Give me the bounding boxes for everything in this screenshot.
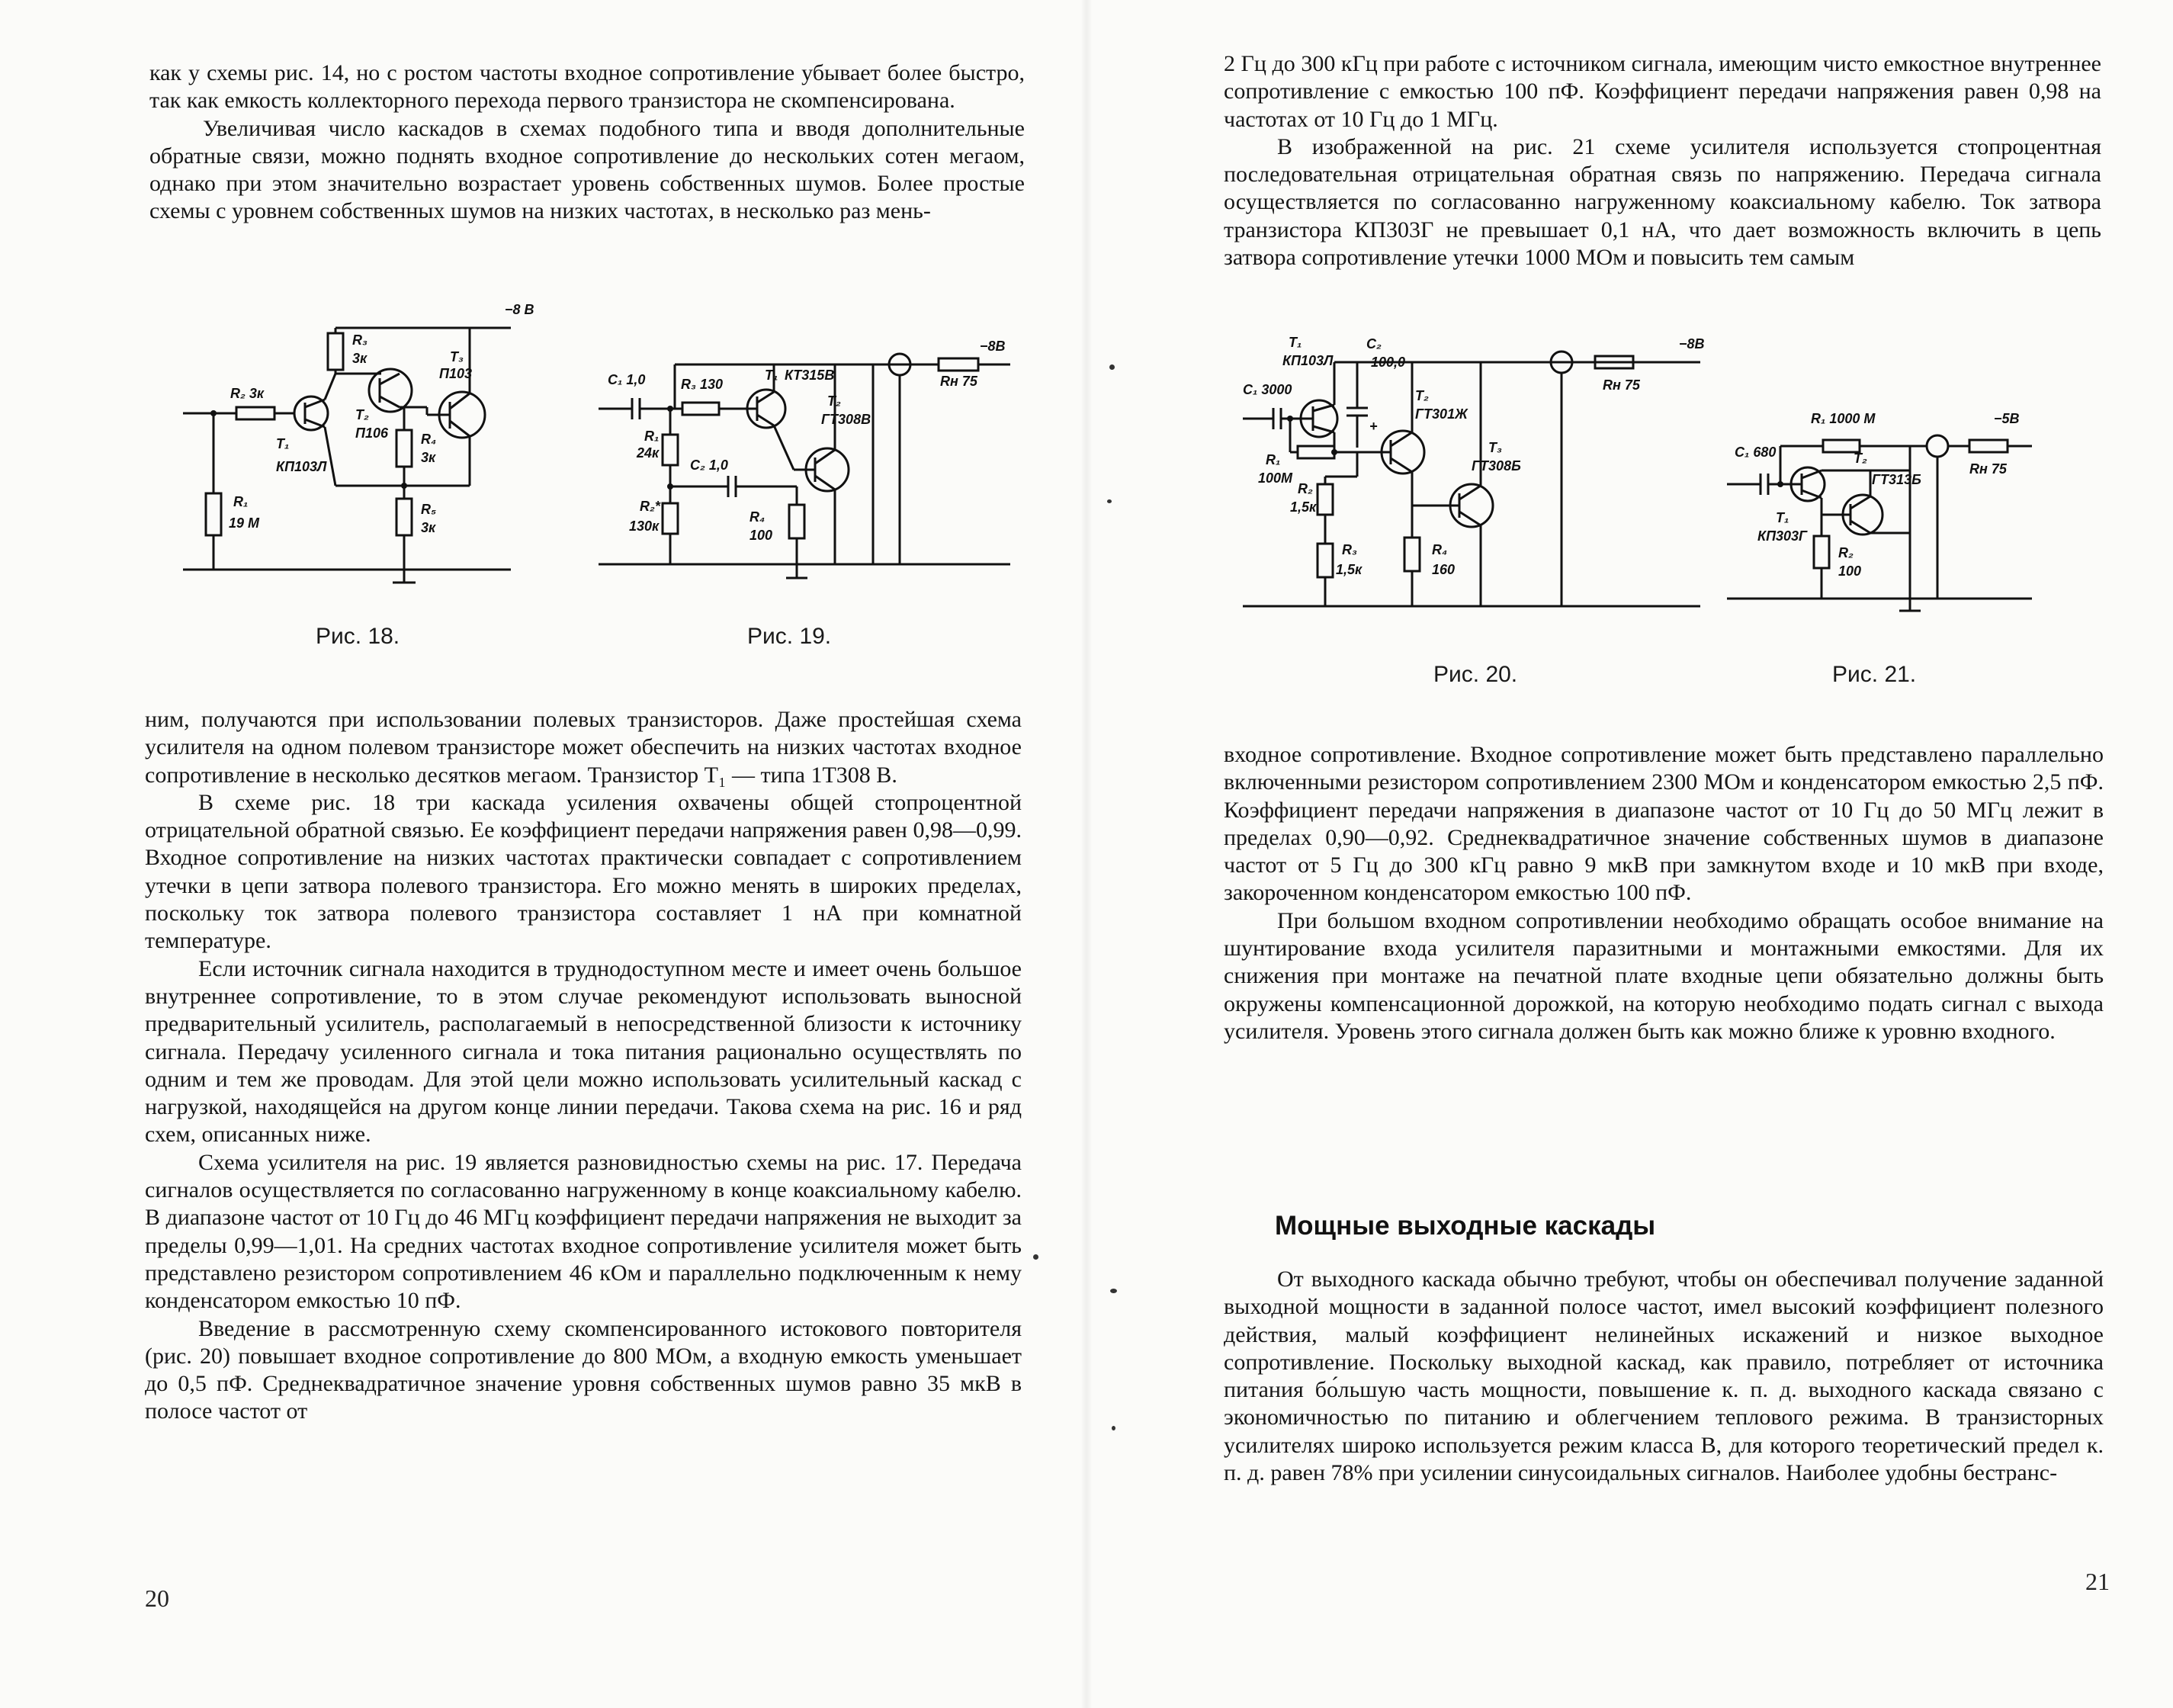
circuit-label: КП103Л bbox=[1282, 353, 1334, 368]
circuit-label: ГТ308Б bbox=[1472, 458, 1521, 474]
circuit-label: R₃ bbox=[352, 332, 368, 348]
figure-18-circuit bbox=[175, 299, 541, 589]
figure-19-circuit bbox=[599, 336, 1026, 587]
right-page bbox=[1086, 0, 2173, 1708]
fig21-schematic bbox=[1727, 408, 2047, 621]
left-page bbox=[0, 0, 1086, 1708]
circuit-label: R₂ bbox=[1838, 545, 1854, 560]
fig18-schematic bbox=[175, 299, 541, 589]
circuit-label: П106 bbox=[355, 425, 388, 441]
paragraph: От выходного каскада обычно требуют, чтобы он обеспечивал получение заданной выходной мощности в заданной полосе частот, имел высокий коэффициент полезного действия, малый коэффициент нелинейных искажений и низкое выходное сопротивление. Поскольку выходной каскад, как правило, потребляет от источника питания бо́льшую часть мощности, повышение к. п. д. выходного каскада связано с экономичностью по питанию и облегчением теплового режима. В транзисторных усилителях широко используется режим класса В, для которого теоретический предел к. п. д. равен 78% при усилении синусоидальных сигналов. Наиболее удобны бестранс- bbox=[1224, 1267, 2104, 1486]
section-heading: Мощные выходные каскады bbox=[1275, 1211, 1656, 1241]
page-number-right: 21 bbox=[2085, 1568, 2110, 1595]
right-middle-text bbox=[1224, 741, 2104, 1045]
circuit-label: 100,0 bbox=[1371, 355, 1406, 370]
circuit-label: R₂* bbox=[640, 499, 660, 514]
circuit-label: Rн 75 bbox=[940, 374, 977, 389]
circuit-label: −8 В bbox=[505, 302, 534, 317]
circuit-label: 130к bbox=[629, 518, 660, 534]
svg-text:+: + bbox=[1369, 419, 1378, 434]
left-bottom-text bbox=[145, 706, 1022, 1426]
paragraph: В схеме рис. 18 три каскада усиления охвачены общей стопроцентной отрицательной обратной связью. Ее коэффициент передачи напряжения равен 0,98—0,99. Входное сопротивление на низких частотах практически совпадает с сопротивлением утечки в цепи затвора полевого транзистора. Его можно менять в широких пределах, поскольку ток затвора полевого транзистора составляет 1 нА при комнатной температуре. bbox=[145, 789, 1022, 954]
right-top-text bbox=[1224, 50, 2101, 271]
circuit-label: 19 М bbox=[229, 515, 260, 531]
circuit-label: R₂ bbox=[1298, 481, 1313, 496]
circuit-label: 100 bbox=[749, 528, 773, 543]
circuit-label: R₄ bbox=[421, 432, 437, 447]
circuit-label: ГТ308В bbox=[821, 412, 871, 427]
circuit-label: R₂ 3к bbox=[230, 386, 264, 401]
circuit-label: 3к bbox=[421, 520, 436, 535]
circuit-label: C₂ 1,0 bbox=[690, 458, 728, 473]
circuit-label: 100М bbox=[1258, 470, 1293, 486]
circuit-label: R₁ bbox=[1266, 452, 1281, 467]
circuit-label: 1,5к bbox=[1336, 562, 1363, 577]
fig19-schematic bbox=[599, 336, 1026, 587]
circuit-label: T₁ bbox=[765, 368, 778, 383]
circuit-label: R₄ bbox=[1432, 542, 1448, 557]
circuit-label: −5В bbox=[1994, 411, 2020, 426]
page-number-left: 20 bbox=[145, 1584, 169, 1612]
circuit-label: 100 bbox=[1838, 563, 1862, 579]
paragraph: В изображенной на рис. 21 схеме усилителя используется стопроцентная последовательная отрицательная обратная связь по напряжению. Передача сигнала осуществляется по согласованно нагруженному коаксиальному кабелю. Ток затвора транзистора КП303Г не превышает 0,1 нА, что дает возможность включить в цепь затвора сопротивление утечки 1000 МОм и повысить тем самым bbox=[1224, 133, 2101, 271]
circuit-label: T₂ bbox=[355, 407, 369, 422]
circuit-label: R₁ bbox=[233, 494, 249, 509]
circuit-label: КТ315В bbox=[785, 368, 835, 383]
figure-21-caption: Рис. 21. bbox=[1832, 662, 1917, 687]
paragraph: Увеличивая число каскадов в схемах подобного типа и вводя дополнительные обратные связи, можно поднять входное сопротивление до нескольких сотен мегаом, однако при этом значительно возрастает уровень собственных шумов. Более простые схемы с уровнем собственных шумов на низких частотах, в несколько раз мень- bbox=[149, 115, 1025, 224]
figure-20-caption: Рис. 20. bbox=[1433, 662, 1518, 687]
circuit-label: T₂ bbox=[827, 393, 841, 409]
figure-18-caption: Рис. 18. bbox=[316, 624, 400, 649]
circuit-label: R₃ 130 bbox=[681, 377, 724, 392]
circuit-label: −8В bbox=[1679, 336, 1705, 352]
paragraph: При большом входном сопротивлении необходимо обращать особое внимание на шунтирование входа усилителя паразитными и монтажными емкостями. Для их снижения при монтаже на печатной плате входные цепи обязательно должны быть окружены компенсационной дорожкой, на которую необходимо подать сигнал с выхода усилителя. Уровень этого сигнала должен быть как можно ближе к уровню входного. bbox=[1224, 907, 2104, 1044]
circuit-label: КП303Г bbox=[1757, 528, 1808, 544]
paragraph: как у схемы рис. 14, но с ростом частоты входное сопротивление убывает более быстро, так как емкость коллекторного перехода первого транзистора не скомпенсирована. bbox=[149, 60, 1025, 114]
circuit-label: 3к bbox=[352, 351, 368, 366]
circuit-label: R₁ 1000 М bbox=[1811, 411, 1876, 426]
figure-21-circuit bbox=[1727, 408, 2047, 621]
circuit-label: T₃ bbox=[1488, 440, 1502, 455]
circuit-label: 3к bbox=[421, 450, 436, 465]
circuit-label: T₁ bbox=[1776, 510, 1789, 525]
circuit-label: R₅ bbox=[421, 502, 437, 517]
left-top-text bbox=[149, 59, 1025, 226]
circuit-label: КП103Л bbox=[276, 459, 327, 474]
paragraph: Если источник сигнала находится в труднодоступном месте и имеет очень большое внутреннее сопротивление, то в этом случае рекомендуют использовать выносной предварительный усилитель, располагаемый в непосредственной близости к источнику сигнала. Передачу усиленного сигнала и тока питания рационально осуществлять по одним и тем же проводам. Для этой цели можно использовать усилительный каскад с нагрузкой, находящейся на другом конце линии передачи. Такова схема на рис. 16 и ряд схем, описанных ниже. bbox=[145, 955, 1022, 1148]
circuit-label: 1,5к bbox=[1290, 499, 1317, 515]
circuit-label: C₂ bbox=[1366, 336, 1382, 352]
paragraph: ним, получаются при использовании полевых транзисторов. Даже простейшая схема усилителя на одном полевом транзисторе может обеспечить на низких частотах входное сопротивление в несколько десятков мегаом. Транзистор T₁ — типа 1Т308 В. bbox=[145, 707, 1022, 788]
circuit-label: T₂ bbox=[1854, 451, 1867, 466]
circuit-label: −8В bbox=[980, 339, 1006, 354]
paragraph: Введение в рассмотренную схему скомпенсированного истокового повторителя (рис. 20) повышает входное сопротивление до 800 МОм, а входную емкость уменьшает до 0,5 пФ. Среднеквадратичное значение уровня собственных шумов равно 35 мкВ в полосе частот от bbox=[145, 1315, 1022, 1424]
circuit-label: T₁ bbox=[1289, 335, 1302, 350]
circuit-label: 160 bbox=[1432, 562, 1456, 577]
circuit-label: T₂ bbox=[1415, 388, 1429, 403]
circuit-label: ГТ313Б bbox=[1872, 472, 1921, 487]
figure-20-circuit bbox=[1243, 332, 1731, 629]
right-bottom-text bbox=[1224, 1266, 2104, 1487]
circuit-label: Rн 75 bbox=[1969, 461, 2007, 477]
circuit-label: C₁ 3000 bbox=[1243, 382, 1292, 397]
paragraph: 2 Гц до 300 кГц при работе с источником сигнала, имеющим чисто емкостное внутреннее сопротивление с емкостью 100 пФ. Коэффициент передачи напряжения равен 0,98 на частотах от 10 Гц до 1 МГц. bbox=[1224, 51, 2101, 132]
paragraph: Схема усилителя на рис. 19 является разновидностью схемы на рис. 17. Передача сигналов осуществляется по согласованно нагруженному в конце коаксиальному кабелю. В диапазоне частот от 10 Гц до 46 МГц коэффициент передачи напряжения не выходит за пределы 0,99—1,01. На средних частотах входное сопротивление усилителя может быть представлено резистором сопротивлением 46 кОм и параллельно подключенным к нему конденсатором емкостью 10 пФ. bbox=[145, 1149, 1022, 1314]
paragraph: входное сопротивление. Входное сопротивление может быть представлено параллельно включенными резистором сопротивлением 2300 МОм и конденсатором емкостью 2,5 пФ. Коэффициент передачи напряжения в диапазоне частот от 10 Гц до 50 МГц лежит в пределах 0,90—0,92. Среднеквадратичное значение собственных шумов в диапазоне частот от 5 Гц до 300 кГц равно 9 мкВ при замкнутом входе и 10 мкВ при входе, закороченном конденсатором емкостью 100 пФ. bbox=[1224, 742, 2104, 906]
circuit-label: T₁ bbox=[276, 436, 290, 451]
circuit-label: C₁ 680 bbox=[1735, 445, 1777, 460]
figure-19-caption: Рис. 19. bbox=[747, 624, 832, 649]
circuit-label: C₁ 1,0 bbox=[608, 372, 646, 387]
fig20-schematic bbox=[1243, 332, 1731, 629]
circuit-label: ГТ301Ж bbox=[1415, 406, 1468, 422]
circuit-label: R₃ bbox=[1342, 542, 1357, 557]
circuit-label: П103 bbox=[439, 366, 472, 381]
circuit-label: 24к bbox=[637, 445, 660, 461]
circuit-label: R₄ bbox=[749, 509, 766, 525]
circuit-label: T₃ bbox=[450, 349, 464, 364]
circuit-label: R₁ bbox=[644, 429, 660, 444]
circuit-label: Rн 75 bbox=[1603, 377, 1640, 393]
